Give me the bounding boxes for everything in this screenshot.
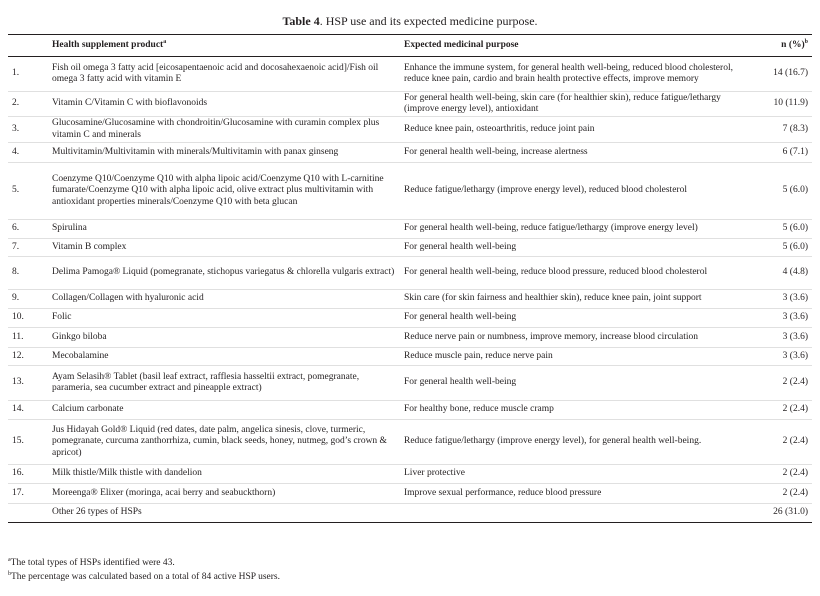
row-number: 11. [8,328,48,348]
row-count: 2 (2.4) [749,366,812,401]
row-purpose: Reduce fatigue/lethargy (improve energy level), reduced blood cholesterol [400,163,749,220]
row-number: 14. [8,401,48,420]
row-number: 15. [8,420,48,465]
row-product: Jus Hidayah Gold® Liquid (red dates, date palm, angelica sinesis, clove, turmeric, pomegranate, curcuma zanthorrhiza, cumin, black seeds, honey, nutmeg, god’s crown & apricot) [48,420,400,465]
header-product-footnote-marker: a [163,38,167,45]
row-purpose: For general health well-being, reduce blood pressure, reduced blood cholesterol [400,257,749,290]
table-row [8,420,812,465]
row-number: 13. [8,366,48,401]
row-product: Glucosamine/Glucosamine with chondroitin/Glucosamine with curamin complex plus vitamin C and minerals [48,117,400,143]
footnote-a-marker: a [8,556,11,563]
table-row [8,163,812,220]
row-count: 2 (2.4) [749,420,812,465]
row-product: Multivitamin/Multivitamin with minerals/Multivitamin with panax ginseng [48,143,400,163]
row-count: 4 (4.8) [749,257,812,290]
row-number: 9. [8,290,48,309]
row-purpose: Reduce fatigue/lethargy (improve energy level), for general health well-being. [400,420,749,465]
row-count: 5 (6.0) [749,163,812,220]
row-purpose: Skin care (for skin fairness and healthier skin), reduce knee pain, joint support [400,290,749,309]
table-row [8,401,812,420]
row-count: 3 (3.6) [749,290,812,309]
row-product: Mecobalamine [48,348,400,366]
row-count: 2 (2.4) [749,465,812,484]
row-purpose: For general health well-being [400,239,749,257]
footnote-a-text: The total types of HSPs identified were 43. [10,558,175,568]
row-number: 6. [8,220,48,239]
row-product: Vitamin B complex [48,239,400,257]
row-number: 8. [8,257,48,290]
footnote-b-marker: b [8,570,11,577]
row-count: 2 (2.4) [749,401,812,420]
table-row [8,143,812,163]
row-count: 5 (6.0) [749,239,812,257]
table-header-row [8,35,812,57]
row-count: 3 (3.6) [749,309,812,328]
table-row [8,239,812,257]
row-product: Coenzyme Q10/Coenzyme Q10 with alpha lipoic acid/Coenzyme Q10 with L-carnitine fumarate/Coenzyme Q10 with alpha lipoic acid, olive extract plus multivitamin with antioxidant properties minerals/Coenzyme Q10 with beta glucan [48,163,400,220]
table-row [8,257,812,290]
row-purpose: Reduce muscle pain, reduce nerve pain [400,348,749,366]
header-count-percent: n (%)$^b$ [749,35,812,57]
table-row [8,328,812,348]
row-product: Other 26 types of HSPs [48,504,400,523]
row-purpose [400,504,749,523]
row-product: Collagen/Collagen with hyaluronic acid [48,290,400,309]
table-row [8,117,812,143]
row-purpose: Reduce nerve pain or numbness, improve memory, increase blood circulation [400,328,749,348]
row-product: Folic [48,309,400,328]
row-number: 3. [8,117,48,143]
row-number: 5. [8,163,48,220]
row-purpose: For general health well-being, skin care (for healthier skin), reduce fatigue/lethargy (improve energy level), antioxidant [400,92,749,117]
row-purpose: For healthy bone, reduce muscle cramp [400,401,749,420]
table-row [8,309,812,328]
footnote-b-text: The percentage was calculated based on a total of 84 active HSP users. [11,572,280,582]
row-purpose: Enhance the immune system, for general health well-being, reduced blood cholesterol, reduce knee pain, cardio and brain health protective effects, improve memory [400,57,749,92]
header-product: Health supplement product$^a$ [48,35,400,57]
row-count: 26 (31.0) [749,504,812,523]
row-number: 17. [8,484,48,504]
row-product: Delima Pamoga® Liquid (pomegranate, stichopus variegatus & chlorella vulgaris extract) [48,257,400,290]
header-purpose: Expected medicinal purpose [400,35,749,57]
row-count: 3 (3.6) [749,328,812,348]
hsp-table [8,34,812,523]
row-product: Ayam Selasih® Tablet (basil leaf extract, rafflesia hasseltii extract, pomegranate, parameria, sea cucumber extract and pineapple extract) [48,366,400,401]
row-count: 10 (11.9) [749,92,812,117]
table-caption-label: Table 4 [282,14,320,28]
row-purpose: Improve sexual performance, reduce blood pressure [400,484,749,504]
table-row [8,220,812,239]
row-purpose: Reduce knee pain, osteoarthritis, reduce joint pain [400,117,749,143]
row-product: Fish oil omega 3 fatty acid [eicosapentaenoic acid and docosahexaenoic acid]/Fish oil omega 3 fatty acid with vitamin E [48,57,400,92]
header-number [8,35,48,57]
row-product: Moreenga® Elixer (moringa, acai berry and seabuckthorn) [48,484,400,504]
row-count: 6 (7.1) [749,143,812,163]
table-row [8,366,812,401]
table-row [8,290,812,309]
row-number: 12. [8,348,48,366]
row-product: Calcium carbonate [48,401,400,420]
row-number [8,504,48,523]
row-purpose: For general health well-being [400,366,749,401]
table-row [8,57,812,92]
table-row [8,92,812,117]
header-n-footnote-marker: b [804,38,808,45]
footnote-b [8,570,280,584]
table-row [8,348,812,366]
row-number: 4. [8,143,48,163]
row-count: 14 (16.7) [749,57,812,92]
row-number: 1. [8,57,48,92]
row-count: 7 (8.3) [749,117,812,143]
row-count: 5 (6.0) [749,220,812,239]
row-product: Ginkgo biloba [48,328,400,348]
row-number: 7. [8,239,48,257]
row-number: 2. [8,92,48,117]
footnote-a [8,556,280,570]
row-number: 16. [8,465,48,484]
footnotes [8,556,280,584]
row-purpose: For general health well-being, reduce fatigue/lethargy (improve energy level) [400,220,749,239]
row-product: Milk thistle/Milk thistle with dandelion [48,465,400,484]
table-row-other [8,504,812,523]
row-count: 3 (3.6) [749,348,812,366]
row-product: Spirulina [48,220,400,239]
table-row [8,484,812,504]
table-caption [0,14,820,29]
row-product: Vitamin C/Vitamin C with bioflavonoids [48,92,400,117]
row-count: 2 (2.4) [749,484,812,504]
row-purpose: For general health well-being [400,309,749,328]
row-purpose: Liver protective [400,465,749,484]
row-number: 10. [8,309,48,328]
table-caption-text: . HSP use and its expected medicine purpose. [319,14,538,28]
row-purpose: For general health well-being, increase alertness [400,143,749,163]
table-row [8,465,812,484]
